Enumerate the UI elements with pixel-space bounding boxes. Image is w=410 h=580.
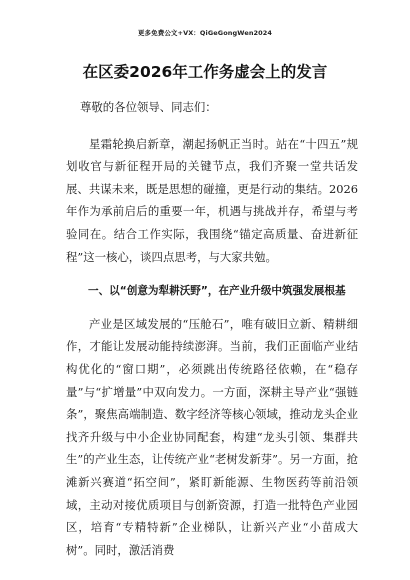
document-body (66, 96, 358, 561)
intro-paragraph: 星霜轮换启新章，潮起扬帆正当时。站在“十四五”规划收官与新征程开局的关键节点，我们齐聚一堂共话发展、共谋未来，既是思想的碰撞，更是行动的集结。2026年作为承前启后的重要一年，机遇与挑战并存，希望与考验同在。结合工作实际，我围绕“锚定高质量、奋进新征程”这一核心，谈四点思考，与大家共勉。 (66, 136, 358, 264)
page-header: 更多免费公文+VX：QiGeGongWen2024 (137, 29, 273, 37)
section-heading-1: 一、以“创意为犁耕沃野”，在产业升级中筑强发展根基 (88, 285, 346, 298)
salutation: 尊敬的各位领导、同志们： (80, 100, 217, 114)
document-title: 在区委2026年工作务虚会上的发言 (82, 63, 328, 81)
section-1-paragraph: 产业是区域发展的“压舱石”，唯有破旧立新、精耕细作，才能让发展动能持续澎湃。当前，我们正面临产业结构优化的“窗口期”，必须跳出传统路径依赖，在“稳存量”与“扩增量”中双向发力。一方面，深耕主导产业“强链条”，聚焦高端制造、数字经济等核心领域，推动龙头企业找齐升级与中小企业协同配套，构建“龙头引领、集群共生”的产业生态，让传统产业“老树发新芽”。另一方面，抢滩新兴赛道“拓空间”，紧盯新能源、生物医药等前沿领域，主动对接优质项目与创新资源，打造一批特色产业园区，培育“专精特新”企业梯队，让新兴产业“小苗成大树”。同时，激活消费 (66, 316, 358, 557)
